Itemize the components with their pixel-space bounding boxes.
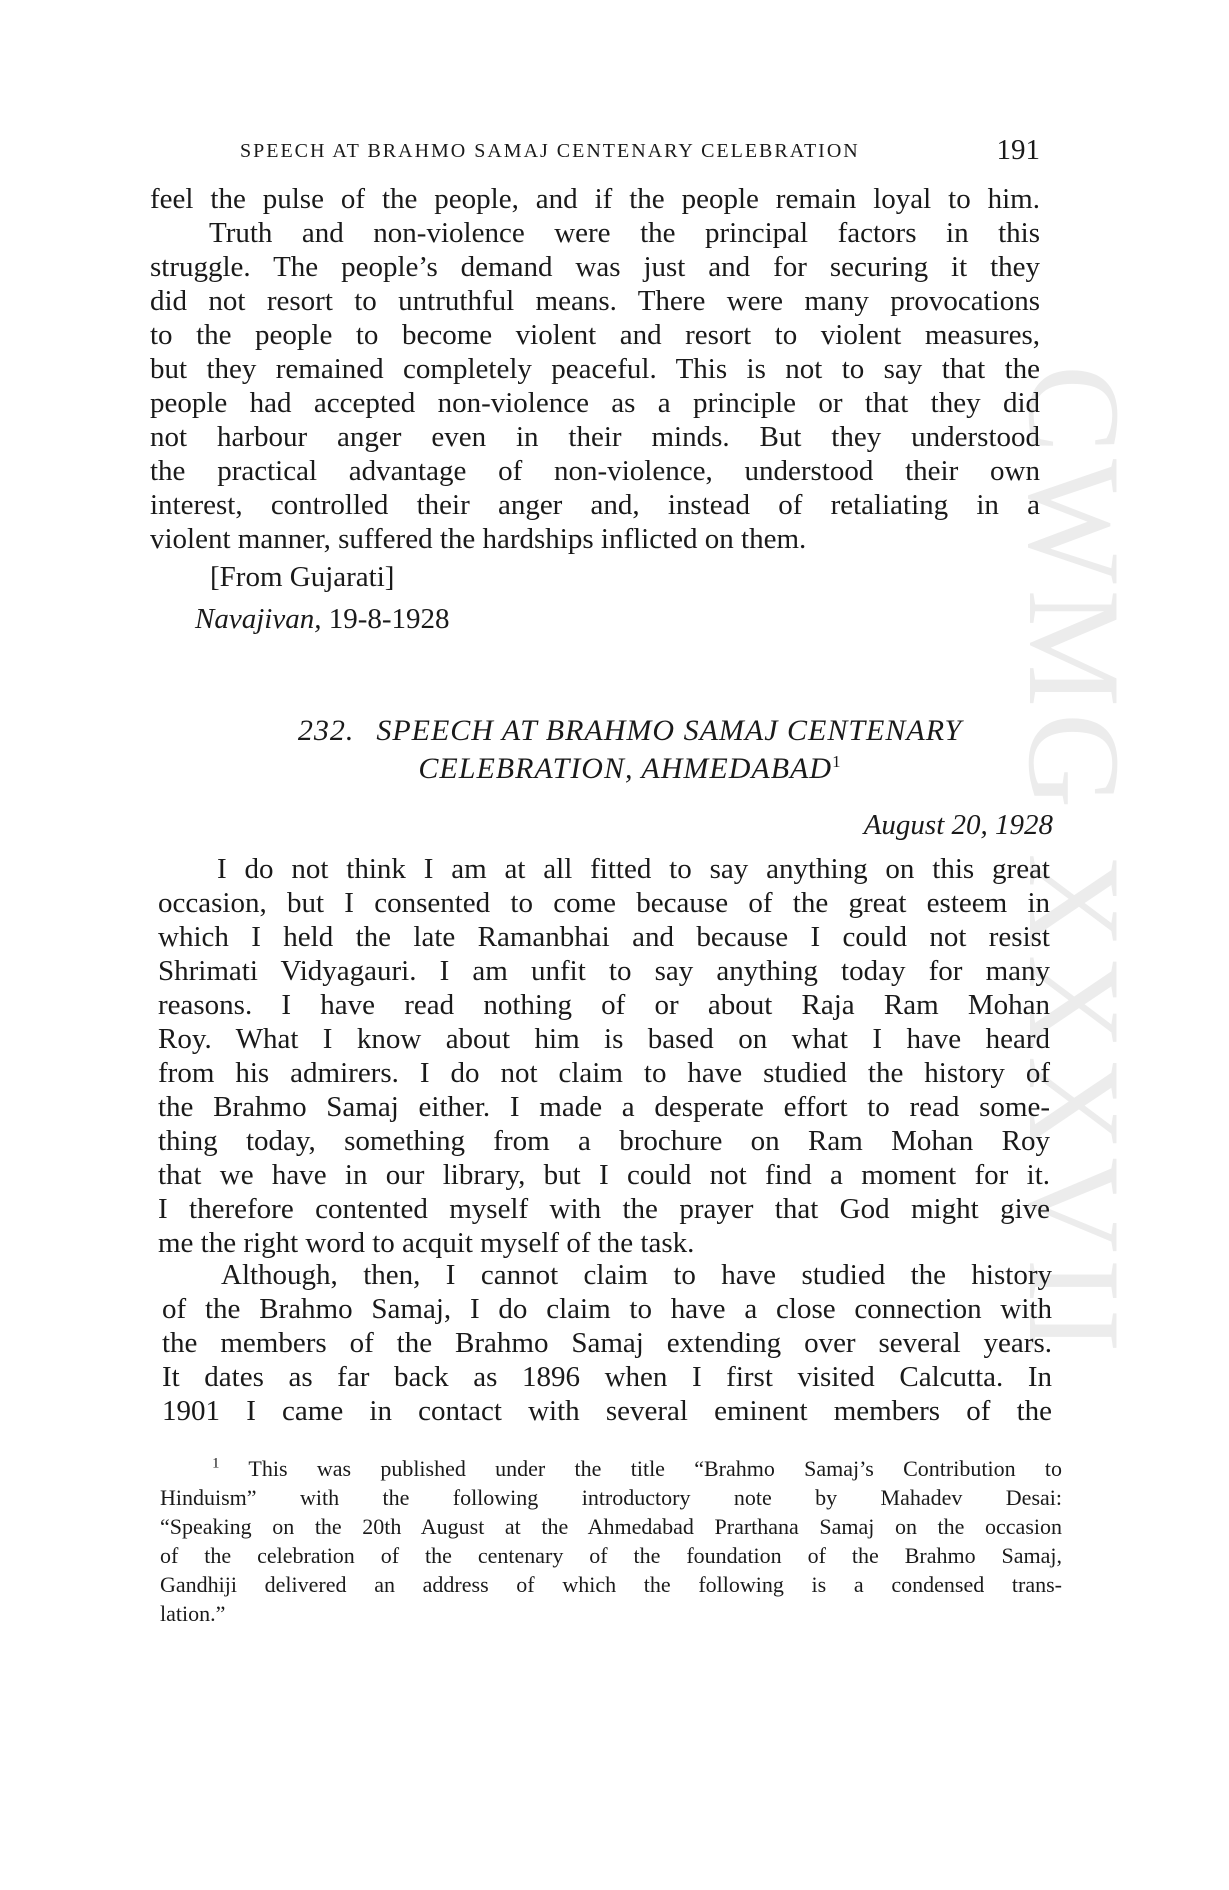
source-note: [From Gujarati] (210, 561, 395, 593)
document-number: 232. (297, 714, 355, 747)
text-line: I do not think I am at all fitted to say anything on this great (217, 853, 1050, 885)
text-line: people had accepted non-violence as a principle or that they did (150, 387, 1040, 419)
document-heading (240, 712, 1020, 788)
publication-name: Navajivan, (195, 603, 322, 635)
previous-item-text (150, 182, 1040, 556)
text-line: I therefore contented myself with the prayer that God might give (158, 1193, 1050, 1225)
footnote-line: Hinduism” with the following introductory note by Mahadev Desai: (160, 1485, 1062, 1510)
footnote-line: “Speaking on the 20th August at the Ahmedabad Prarthana Samaj on the occasion (160, 1514, 1062, 1539)
footnote-marker: 1 (832, 752, 842, 771)
text-line: Shrimati Vidyagauri. I am unfit to say anything today for many (158, 955, 1050, 987)
text-line: It dates as far back as 1896 when I first visited Calcutta. In (162, 1361, 1052, 1393)
footnote-line (160, 1454, 1062, 1483)
paragraph-2 (162, 1258, 1052, 1428)
watermark: CWMG XXXVII (1001, 365, 1148, 1359)
text-line: which I held the late Ramanbhai and because I could not resist (158, 921, 1050, 953)
heading-line-1 (240, 712, 1020, 750)
text-line: Truth and non-violence were the principal factors in this (209, 217, 1040, 249)
dateline: August 20, 1928 (863, 809, 1053, 841)
text-line: the practical advantage of non-violence, understood their own (150, 455, 1040, 487)
text-line: 1901 I came in contact with several eminent members of the (162, 1395, 1052, 1427)
text-line: interest, controlled their anger and, instead of retaliating in a (150, 489, 1040, 521)
text-line: me the right word to acquit myself of the task. (158, 1227, 695, 1259)
text-line: violent manner, suffered the hardships inflicted on them. (150, 523, 807, 555)
document-title-line1: SPEECH AT BRAHMO SAMAJ CENTENARY (376, 714, 963, 747)
footnote (160, 1454, 1062, 1628)
text-line: to the people to become violent and resort to violent measures, (150, 319, 1040, 351)
text-line: of the Brahmo Samaj, I do claim to have a close connection with (162, 1293, 1052, 1325)
text-line: struggle. The people’s demand was just and for securing it they (150, 251, 1040, 283)
footnote-number: 1 (212, 1455, 220, 1472)
footnote-text: This was published under the title “Brahmo Samaj’s Contribution to (248, 1456, 1062, 1481)
text-line: but they remained completely peaceful. This is not to say that the (150, 353, 1040, 385)
text-line: occasion, but I consented to come because of the great esteem in (158, 887, 1050, 919)
page-number: 191 (996, 134, 1040, 166)
footnote-line: Gandhiji delivered an address of which the following is a condensed trans- (160, 1572, 1062, 1597)
text-line: did not resort to untruthful means. There were many provocations (150, 285, 1040, 317)
text-line: not harbour anger even in their minds. But they understood (150, 421, 1040, 453)
paragraph-1 (158, 852, 1050, 1260)
text-line: from his admirers. I do not claim to have studied the history of (158, 1057, 1050, 1089)
footnote-line: lation.” (160, 1601, 226, 1626)
publication-date: 19-8-1928 (328, 603, 450, 635)
text-line: the Brahmo Samaj either. I made a desperate effort to read some- (158, 1091, 1050, 1123)
text-line: thing today, something from a brochure on Ram Mohan Roy (158, 1125, 1050, 1157)
text-line: Although, then, I cannot claim to have studied the history (221, 1259, 1052, 1291)
text-line: Roy. What I know about him is based on what I have heard (158, 1023, 1050, 1055)
running-title: SPEECH AT BRAHMO SAMAJ CENTENARY CELEBRATION (240, 140, 860, 162)
heading-line-2 (240, 750, 1020, 788)
publication-line (195, 603, 450, 636)
text-line: the members of the Brahmo Samaj extending over several years. (162, 1327, 1052, 1359)
text-line: reasons. I have read nothing of or about Raja Ram Mohan (158, 989, 1050, 1021)
running-header (240, 136, 1040, 176)
text-line: that we have in our library, but I could not find a moment for it. (158, 1159, 1050, 1191)
text-line: feel the pulse of the people, and if the people remain loyal to him. (150, 183, 1040, 215)
footnote-line: of the celebration of the centenary of the foundation of the Brahmo Samaj, (160, 1543, 1062, 1568)
document-title-line2: CELEBRATION, AHMEDABAD (418, 752, 833, 785)
